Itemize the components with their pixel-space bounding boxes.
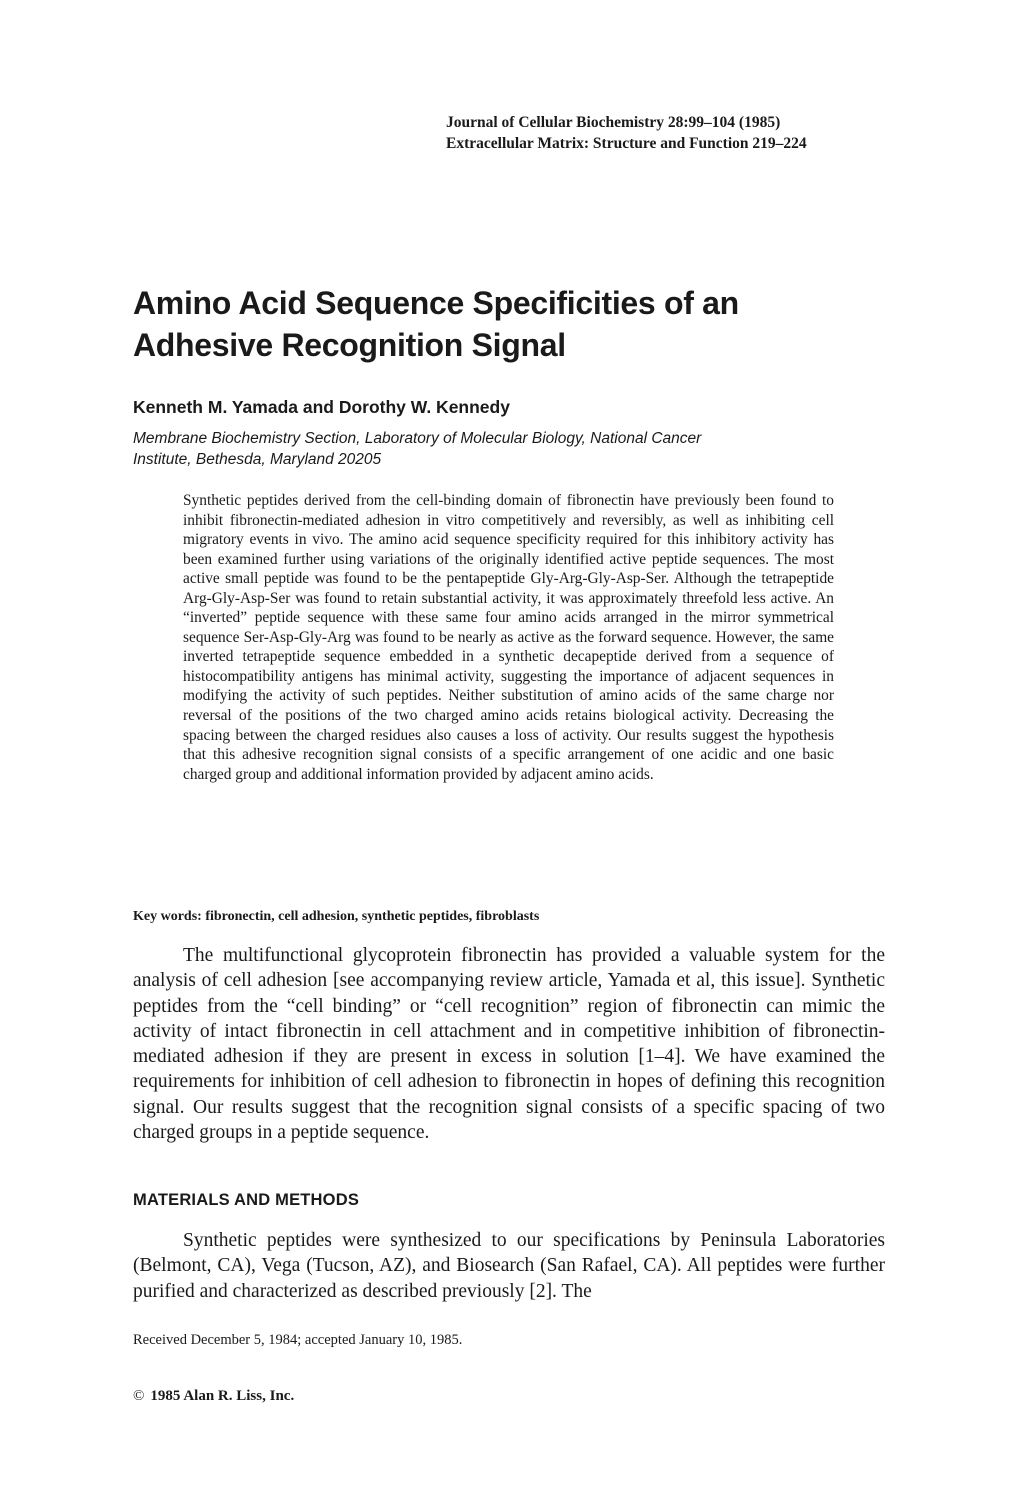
copyright-holder: 1985 Alan R. Liss, Inc. [150, 1388, 295, 1404]
section-heading-methods: MATERIALS AND METHODS [133, 1191, 360, 1209]
received-date: Received December 5, 1984; accepted January 10, 1985. [133, 1332, 463, 1348]
methods-paragraph: Synthetic peptides were synthesized to our specifications by Peninsula Laboratories (Belmont, CA), Vega (Tucson, AZ), and Biosearch (San Rafael, CA). All peptides were further purified and characterized as described previously [2]. The [133, 1230, 885, 1302]
copyright-symbol: © [133, 1388, 145, 1404]
copyright [133, 1386, 294, 1406]
intro-paragraph: The multifunctional glycoprotein fibronectin has provided a valuable system for the analysis of cell adhesion [see accompanying review article, Yamada et al, this issue]. Synthetic peptides from the “cell binding” or “cell recognition” region of fibronectin can mimic the activity of intact fibronectin in cell attachment and in competitive inhibition of fibronectin-mediated adhesion if they are present in excess in solution [1–4]. We have examined the requirements for inhibition of cell adhesion to fibronectin in hopes of defining this recognition signal. Our results suggest that the recognition signal consists of a specific spacing of two charged groups in a peptide sequence. [133, 945, 885, 1144]
abstract: Synthetic peptides derived from the cell-binding domain of fibronectin have previously been found to inhibit fibronectin-mediated adhesion in vitro competitively and reversibly, as well as inhibiting cell migratory events in vivo. The amino acid sequence specificity required for this inhibitory activity has been examined further using variations of the originally identified active peptide sequences. The most active small peptide was found to be the pentapeptide Gly-Arg-Gly-Asp-Ser. Although the tetrapeptide Arg-Gly-Asp-Ser was found to retain substantial activity, it was approximately threefold less active. An “inverted” peptide sequence with these same four amino acids arranged in the mirror symmetrical sequence Ser-Asp-Gly-Arg was found to be nearly as active as the forward sequence. However, the same inverted tetrapeptide sequence embedded in a synthetic decapeptide derived from a sequence of histocompatibility antigens has minimal activity, suggesting the importance of adjacent sequences in modifying the activity of such peptides. Neither substitution of amino acids of the same charge nor reversal of the positions of the two charged amino acids retains biological activity. Decreasing the spacing between the charged residues also causes a loss of activity. Our results suggest the hypothesis that this adhesive recognition signal consists of a specific arrangement of one acidic and one basic charged group and additional information provided by adjacent amino acids. [183, 492, 834, 783]
article-title [133, 282, 933, 366]
affiliation-line-2: Institute, Bethesda, Maryland 20205 [133, 451, 382, 468]
affiliation [133, 428, 853, 470]
title-line-2: Adhesive Recognition Signal [133, 327, 566, 363]
keywords: Key words: fibronectin, cell adhesion, synthetic peptides, fibroblasts [133, 909, 540, 924]
affiliation-line-1: Membrane Biochemistry Section, Laboratory of Molecular Biology, National Cancer [133, 430, 702, 447]
journal-header [446, 112, 966, 154]
title-line-1: Amino Acid Sequence Specificities of an [133, 285, 739, 321]
series-citation: Extracellular Matrix: Structure and Function 219–224 [446, 135, 807, 152]
authors: Kenneth M. Yamada and Dorothy W. Kennedy [133, 397, 510, 417]
journal-citation: Journal of Cellular Biochemistry 28:99–104 (1985) [446, 114, 781, 131]
